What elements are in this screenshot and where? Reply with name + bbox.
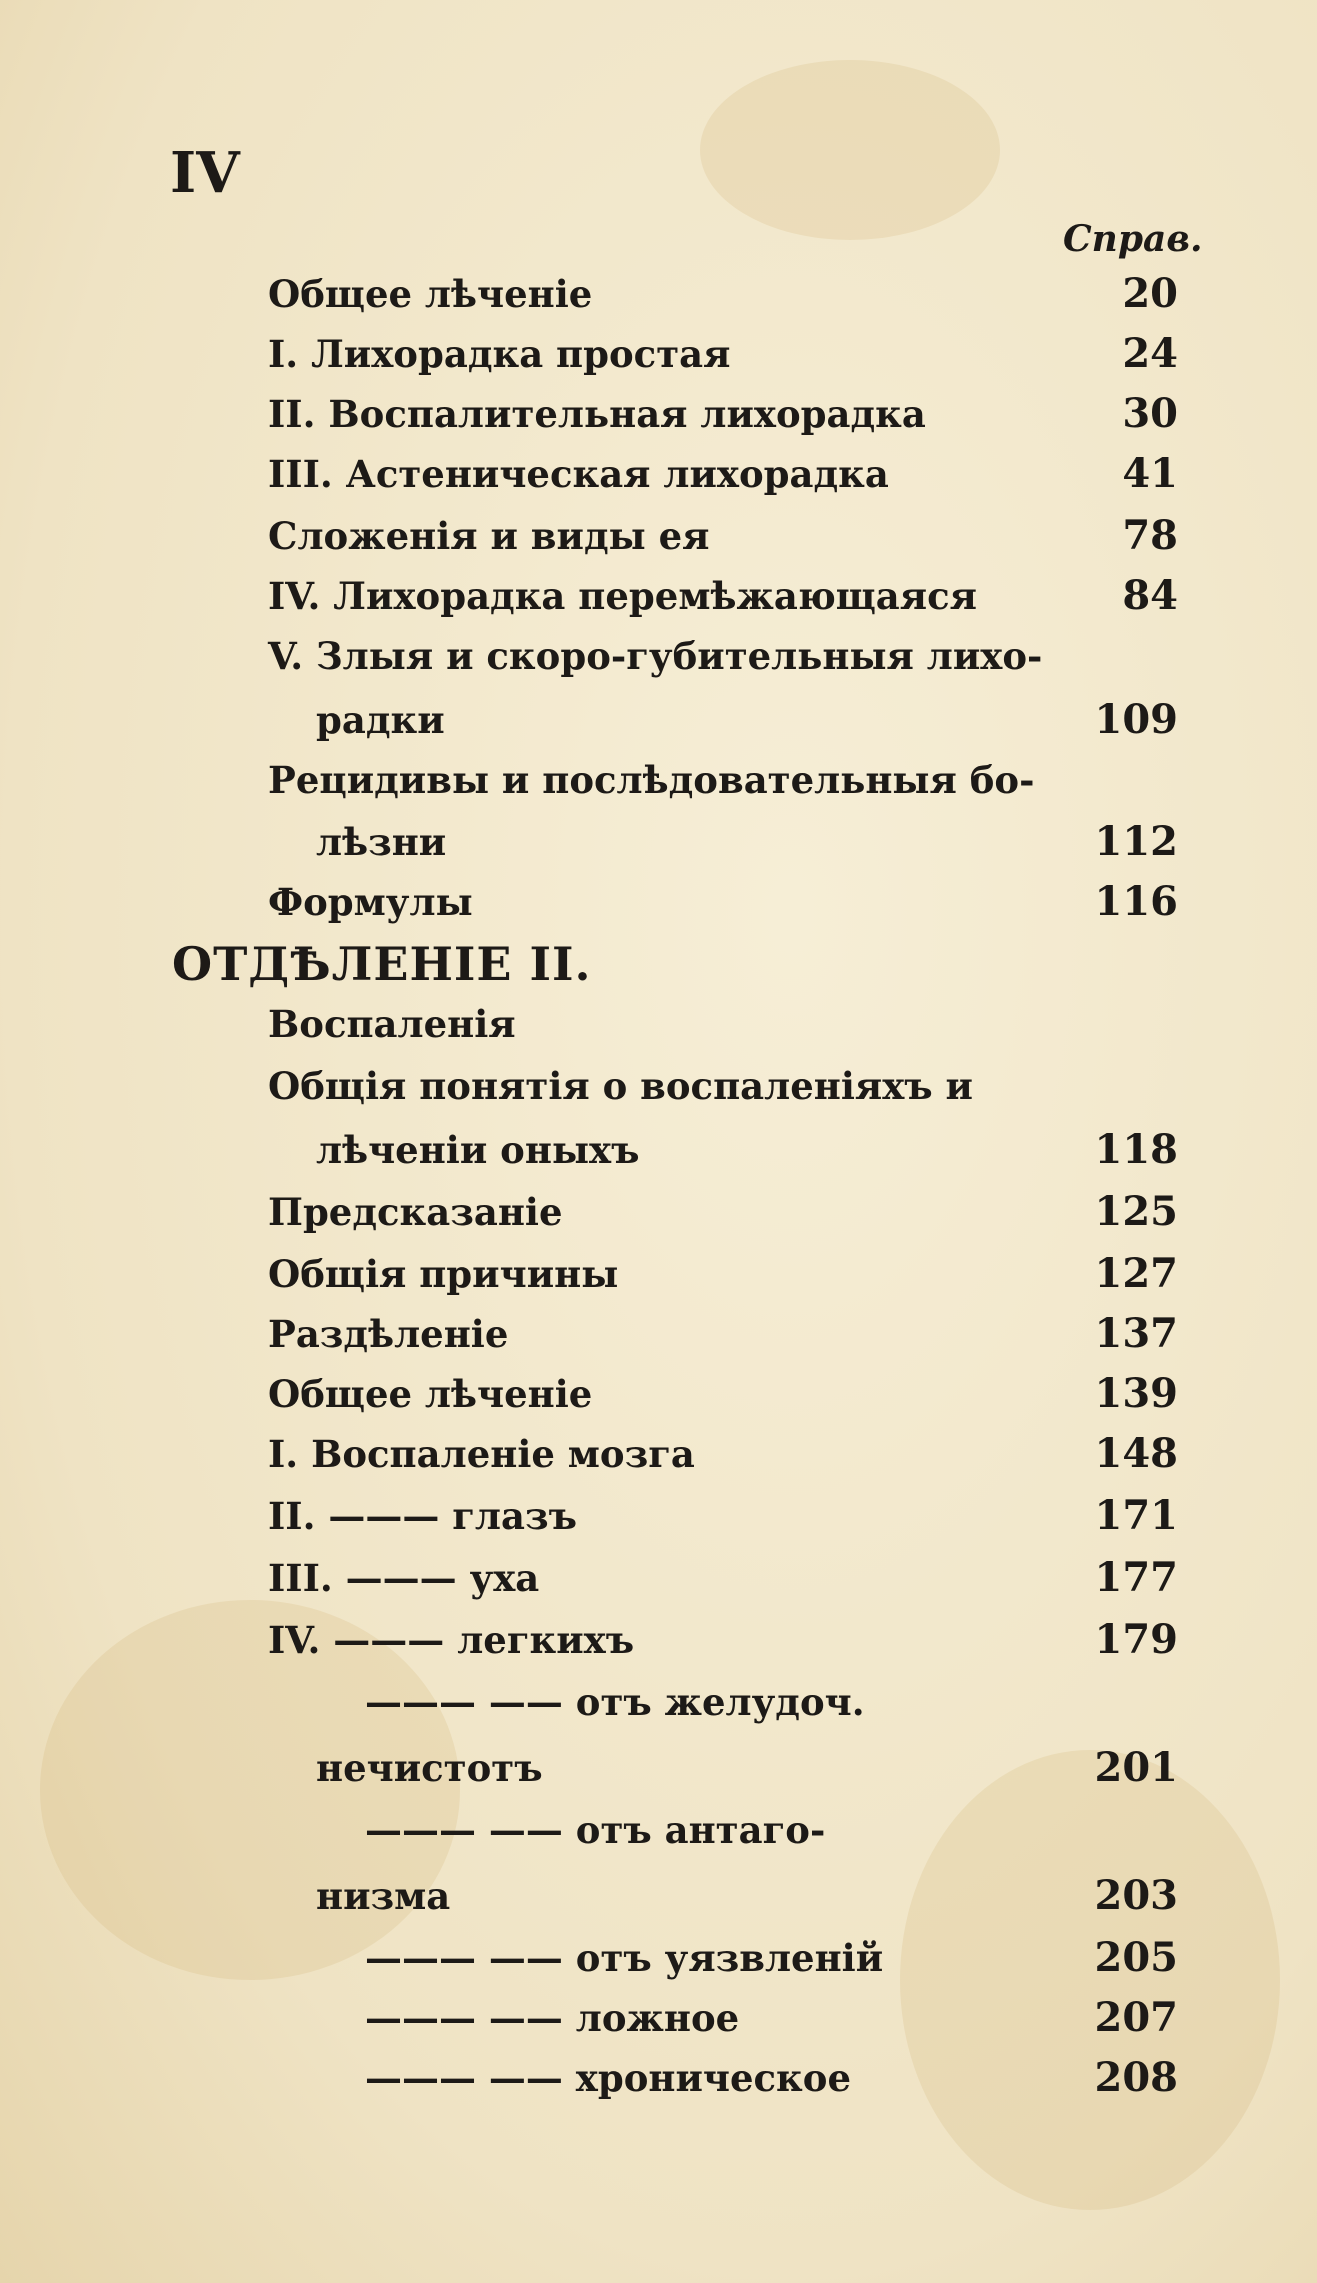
toc-entry-page: 118 (1094, 1126, 1178, 1173)
toc-entry-page: 127 (1094, 1250, 1178, 1297)
toc-entry-page: 205 (1094, 1934, 1178, 1981)
toc-entry (268, 634, 1178, 694)
toc-entry (268, 270, 1178, 330)
toc-entry-title: Сложенія и виды ея (268, 514, 710, 558)
toc-entry (316, 1872, 1178, 1932)
toc-entry-page: 201 (1094, 1744, 1178, 1791)
toc-entry-title: Общее лѣченіе (268, 1372, 593, 1416)
toc-entry-page: 84 (1122, 572, 1178, 619)
toc-entry (365, 1680, 1178, 1740)
toc-entry-title: I. Воспаленіе мозга (268, 1432, 695, 1476)
toc-entry (365, 1994, 1178, 2054)
column-header-pages: Справ. (1063, 218, 1203, 260)
toc-entry-page: 179 (1094, 1616, 1178, 1663)
toc-entry (268, 1370, 1178, 1430)
toc-entry-page: 30 (1122, 390, 1178, 437)
toc-entry-title: ——— —— отъ уязвленій (365, 1936, 884, 1980)
toc-entry-title: Раздѣленіе (268, 1312, 509, 1356)
toc-entry (316, 1126, 1178, 1186)
toc-entry-title: Общее лѣченіе (268, 272, 593, 316)
toc-entry (268, 878, 1178, 938)
toc-entry-title: Общія причины (268, 1252, 619, 1296)
toc-entry (268, 1064, 1178, 1124)
toc-entry-title: III. ——— уха (268, 1556, 540, 1600)
toc-entry (316, 818, 1178, 878)
toc-entry-title: IV. Лихорадка перемѣжающаяся (268, 574, 977, 618)
toc-entry (268, 1616, 1178, 1676)
toc-entry-title: V. Злыя и скоро-губительныя лихо- (268, 634, 1043, 678)
toc-entry-title: III. Астеническая лихорадка (268, 452, 889, 496)
toc-entry-title: ——— —— отъ желудоч. (365, 1680, 865, 1724)
toc-entry-page: 171 (1094, 1492, 1178, 1539)
toc-entry-page: 177 (1094, 1554, 1178, 1601)
toc-entry-page: 137 (1094, 1310, 1178, 1357)
toc-entry-title: лѣченіи оныхъ (316, 1128, 640, 1172)
paper-stain (700, 60, 1000, 240)
toc-entry-title: IV. ——— легкихъ (268, 1618, 635, 1662)
toc-entry (268, 1554, 1178, 1614)
toc-entry (365, 2054, 1178, 2114)
toc-entry-title: Формулы (268, 880, 473, 924)
toc-entry (268, 450, 1178, 510)
toc-entry (316, 696, 1178, 756)
toc-entry-title: Воспаленія (268, 1002, 516, 1046)
toc-entry-page: 109 (1094, 696, 1178, 743)
toc-entry-title: низма (316, 1874, 451, 1918)
toc-entry (268, 1188, 1178, 1248)
toc-entry-title: Предсказаніе (268, 1190, 563, 1234)
toc-entry-title: II. Воспалительная лихорадка (268, 392, 926, 436)
toc-entry-page: 208 (1094, 2054, 1178, 2101)
toc-entry-title: I. Лихорадка простая (268, 332, 731, 376)
toc-entry-page: 116 (1094, 878, 1178, 925)
toc-entry (268, 390, 1178, 450)
toc-entry (268, 1002, 1178, 1062)
toc-entry (365, 1934, 1178, 1994)
toc-entry (268, 758, 1178, 818)
toc-entry-page: 207 (1094, 1994, 1178, 2041)
toc-entry-title: нечистотъ (316, 1746, 543, 1790)
toc-entry-page: 41 (1122, 450, 1178, 497)
toc-entry-title: ——— —— ложное (365, 1996, 740, 2040)
toc-entry-title: Рецидивы и послѣдовательныя бо- (268, 758, 1035, 802)
section-heading: ОТДѢЛЕНІЕ II. (172, 937, 592, 991)
toc-entry (268, 1310, 1178, 1370)
toc-entry (268, 330, 1178, 390)
toc-entry-title: ——— —— отъ антаго- (365, 1808, 826, 1852)
toc-entry-title: Общія понятія о воспаленіяхъ и (268, 1064, 973, 1108)
toc-entry-page: 24 (1122, 330, 1178, 377)
toc-entry (268, 572, 1178, 632)
toc-entry (268, 512, 1178, 572)
toc-entry (268, 1430, 1178, 1490)
toc-entry-title: II. ——— глазъ (268, 1494, 577, 1538)
page-number: IV (170, 140, 240, 206)
toc-entry-title: лѣзни (316, 820, 447, 864)
toc-entry-page: 203 (1094, 1872, 1178, 1919)
toc-entry-title: ——— —— хроническое (365, 2056, 851, 2100)
toc-entry-page: 20 (1122, 270, 1178, 317)
toc-entry-title: радки (316, 698, 445, 742)
toc-entry-page: 125 (1094, 1188, 1178, 1235)
toc-entry-page: 148 (1094, 1430, 1178, 1477)
toc-entry-page: 78 (1122, 512, 1178, 559)
toc-entry (268, 1492, 1178, 1552)
toc-entry-page: 139 (1094, 1370, 1178, 1417)
toc-entry (316, 1744, 1178, 1804)
toc-entry (365, 1808, 1178, 1868)
toc-entry-page: 112 (1094, 818, 1178, 865)
toc-entry (268, 1250, 1178, 1310)
